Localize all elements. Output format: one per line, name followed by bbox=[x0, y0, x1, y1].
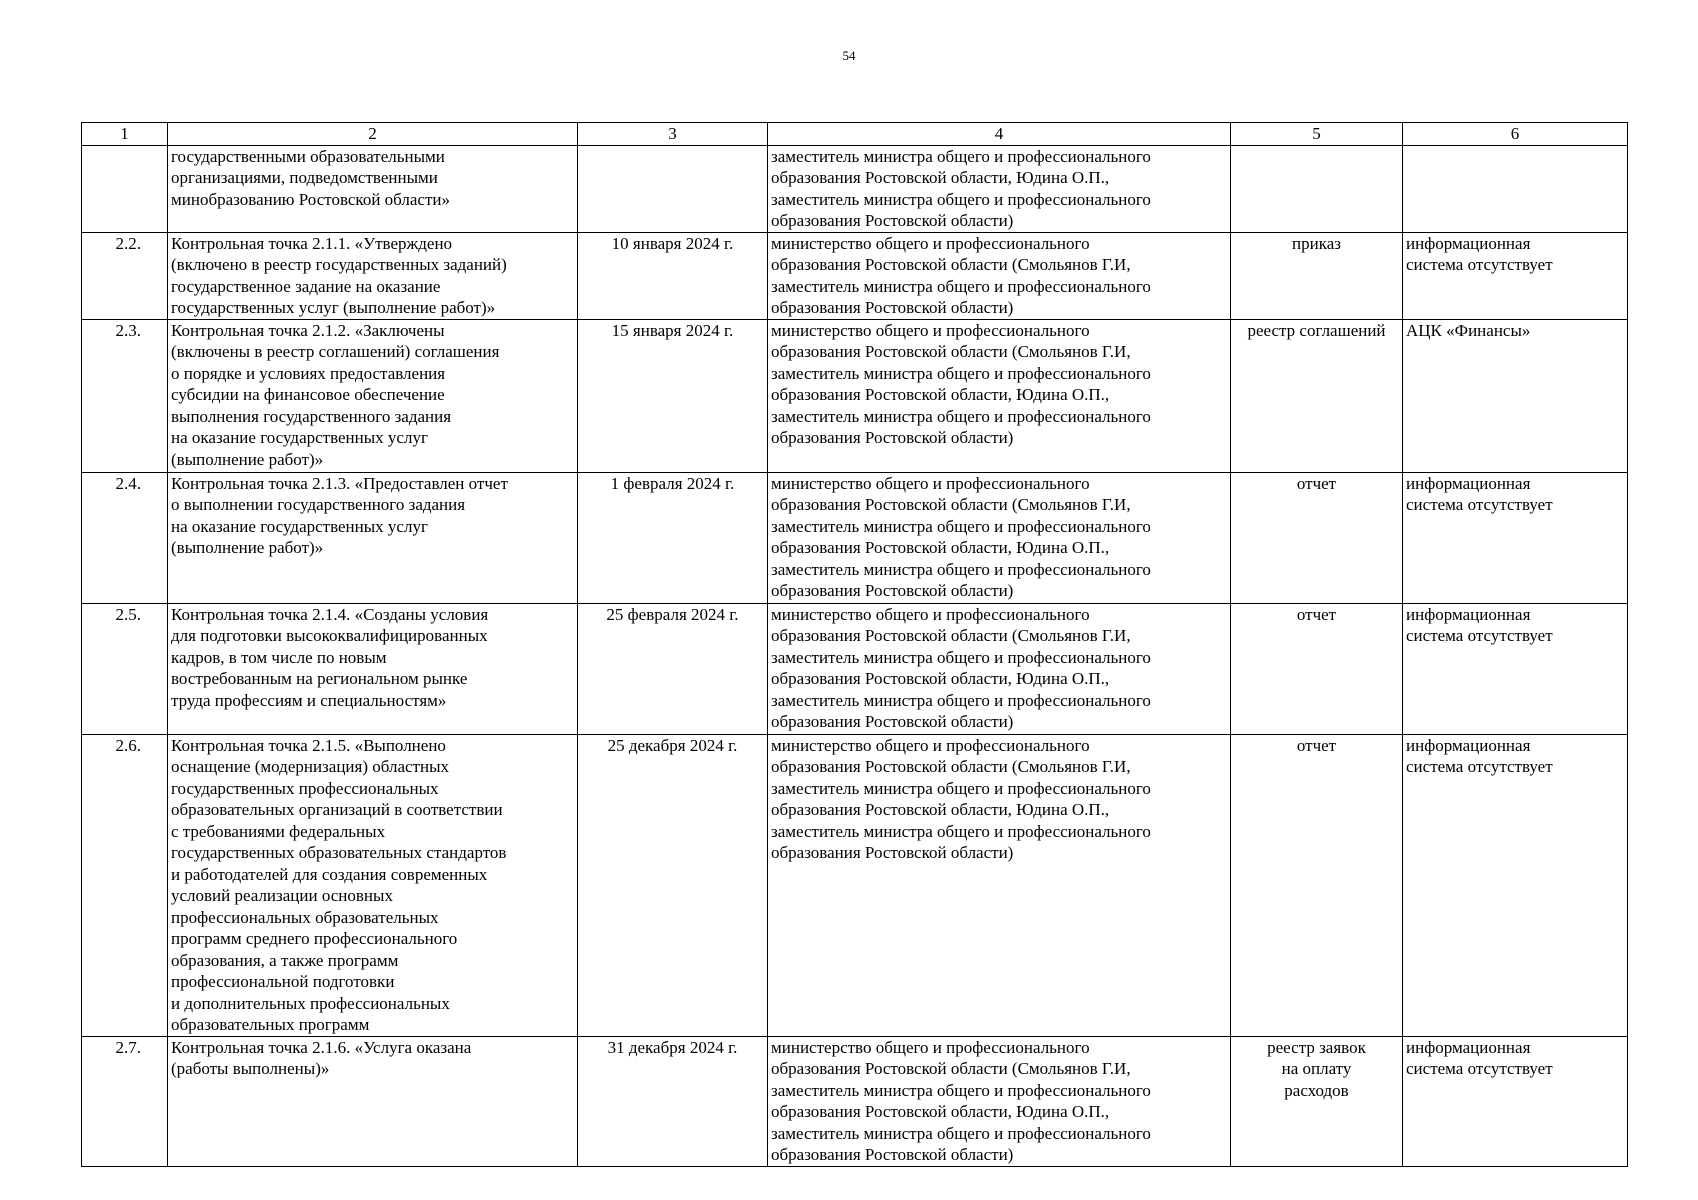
deadline-date: 25 февраля 2024 г. bbox=[578, 603, 768, 734]
responsible-executor: заместитель министра общего и профессионального образования Ростовской области, Юдина О.П., заместитель министра общего и профессионального образования Ростовской области) bbox=[768, 145, 1231, 232]
row-number: 2.3. bbox=[82, 319, 168, 472]
responsible-executor: министерство общего и профессионального образования Ростовской области (Смольянов Г.И, заместитель министра общего и профессионального образования Ростовской области, Юдина О.П., заместитель министра общего и профессионального образования Ростовской области) bbox=[768, 319, 1231, 472]
event-name: Контрольная точка 2.1.6. «Услуга оказана (работы выполнены)» bbox=[168, 1036, 578, 1166]
control-points-table bbox=[81, 122, 1628, 1167]
header-col-2: 2 bbox=[168, 123, 578, 146]
deadline-date: 31 декабря 2024 г. bbox=[578, 1036, 768, 1166]
confirming-document: реестр заявок на оплату расходов bbox=[1231, 1036, 1403, 1166]
header-col-3: 3 bbox=[578, 123, 768, 146]
row-number: 2.7. bbox=[82, 1036, 168, 1166]
responsible-executor: министерство общего и профессионального образования Ростовской области (Смольянов Г.И, заместитель министра общего и профессионального образования Ростовской области, Юдина О.П., заместитель министра общего и профессионального образования Ростовской области) bbox=[768, 603, 1231, 734]
row-number: 2.6. bbox=[82, 734, 168, 1036]
confirming-document: реестр соглашений bbox=[1231, 319, 1403, 472]
table-row bbox=[82, 734, 1628, 1036]
page-number: 54 bbox=[842, 48, 856, 63]
header-col-4: 4 bbox=[768, 123, 1231, 146]
event-name: Контрольная точка 2.1.1. «Утверждено (включено в реестр государственных заданий) государственное задание на оказание государственных услуг (выполнение работ)» bbox=[168, 232, 578, 319]
information-system: информационная система отсутствует bbox=[1403, 603, 1628, 734]
responsible-executor: министерство общего и профессионального образования Ростовской области (Смольянов Г.И, заместитель министра общего и профессионального образования Ростовской области) bbox=[768, 232, 1231, 319]
event-name: Контрольная точка 2.1.4. «Созданы условия для подготовки высококвалифицированных кадров, в том числе по новым востребованным на региональном рынке труда профессиям и специальностям» bbox=[168, 603, 578, 734]
confirming-document: отчет bbox=[1231, 603, 1403, 734]
row-number bbox=[82, 145, 168, 232]
information-system: информационная система отсутствует bbox=[1403, 472, 1628, 603]
table-row bbox=[82, 472, 1628, 603]
row-number: 2.4. bbox=[82, 472, 168, 603]
table-row bbox=[82, 232, 1628, 319]
header-col-5: 5 bbox=[1231, 123, 1403, 146]
information-system: АЦК «Финансы» bbox=[1403, 319, 1628, 472]
confirming-document: отчет bbox=[1231, 734, 1403, 1036]
confirming-document: отчет bbox=[1231, 472, 1403, 603]
event-name: Контрольная точка 2.1.5. «Выполнено оснащение (модернизация) областных государственных профессиональных образовательных организаций в соответствии с требованиями федеральных государственных образовательных стандартов и работодателей для создания современных условий реализации основных профессиональных образовательных программ среднего профессионального образования, а также программ профессиональной подготовки и дополнительных профессиональных образовательных программ bbox=[168, 734, 578, 1036]
confirming-document: приказ bbox=[1231, 232, 1403, 319]
information-system bbox=[1403, 145, 1628, 232]
table-row bbox=[82, 319, 1628, 472]
row-number: 2.2. bbox=[82, 232, 168, 319]
header-col-6: 6 bbox=[1403, 123, 1628, 146]
responsible-executor: министерство общего и профессионального образования Ростовской области (Смольянов Г.И, заместитель министра общего и профессионального образования Ростовской области, Юдина О.П., заместитель министра общего и профессионального образования Ростовской области) bbox=[768, 472, 1231, 603]
row-number: 2.5. bbox=[82, 603, 168, 734]
information-system: информационная система отсутствует bbox=[1403, 232, 1628, 319]
deadline-date: 10 января 2024 г. bbox=[578, 232, 768, 319]
deadline-date: 25 декабря 2024 г. bbox=[578, 734, 768, 1036]
event-name: государственными образовательными организациями, подведомственными минобразованию Ростовской области» bbox=[168, 145, 578, 232]
information-system: информационная система отсутствует bbox=[1403, 1036, 1628, 1166]
table-header-row bbox=[82, 123, 1628, 146]
deadline-date: 1 февраля 2024 г. bbox=[578, 472, 768, 603]
responsible-executor: министерство общего и профессионального образования Ростовской области (Смольянов Г.И, заместитель министра общего и профессионального образования Ростовской области, Юдина О.П., заместитель министра общего и профессионального образования Ростовской области) bbox=[768, 1036, 1231, 1166]
table-row bbox=[82, 1036, 1628, 1166]
event-name: Контрольная точка 2.1.2. «Заключены (включены в реестр соглашений) соглашения о порядке и условиях предоставления субсидии на финансовое обеспечение выполнения государственного задания на оказание государственных услуг (выполнение работ)» bbox=[168, 319, 578, 472]
information-system: информационная система отсутствует bbox=[1403, 734, 1628, 1036]
event-name: Контрольная точка 2.1.3. «Предоставлен отчет о выполнении государственного задания на оказание государственных услуг (выполнение работ)» bbox=[168, 472, 578, 603]
table-row bbox=[82, 145, 1628, 232]
deadline-date bbox=[578, 145, 768, 232]
deadline-date: 15 января 2024 г. bbox=[578, 319, 768, 472]
confirming-document bbox=[1231, 145, 1403, 232]
responsible-executor: министерство общего и профессионального образования Ростовской области (Смольянов Г.И, заместитель министра общего и профессионального образования Ростовской области, Юдина О.П., заместитель министра общего и профессионального образования Ростовской области) bbox=[768, 734, 1231, 1036]
header-col-1: 1 bbox=[82, 123, 168, 146]
table-row bbox=[82, 603, 1628, 734]
